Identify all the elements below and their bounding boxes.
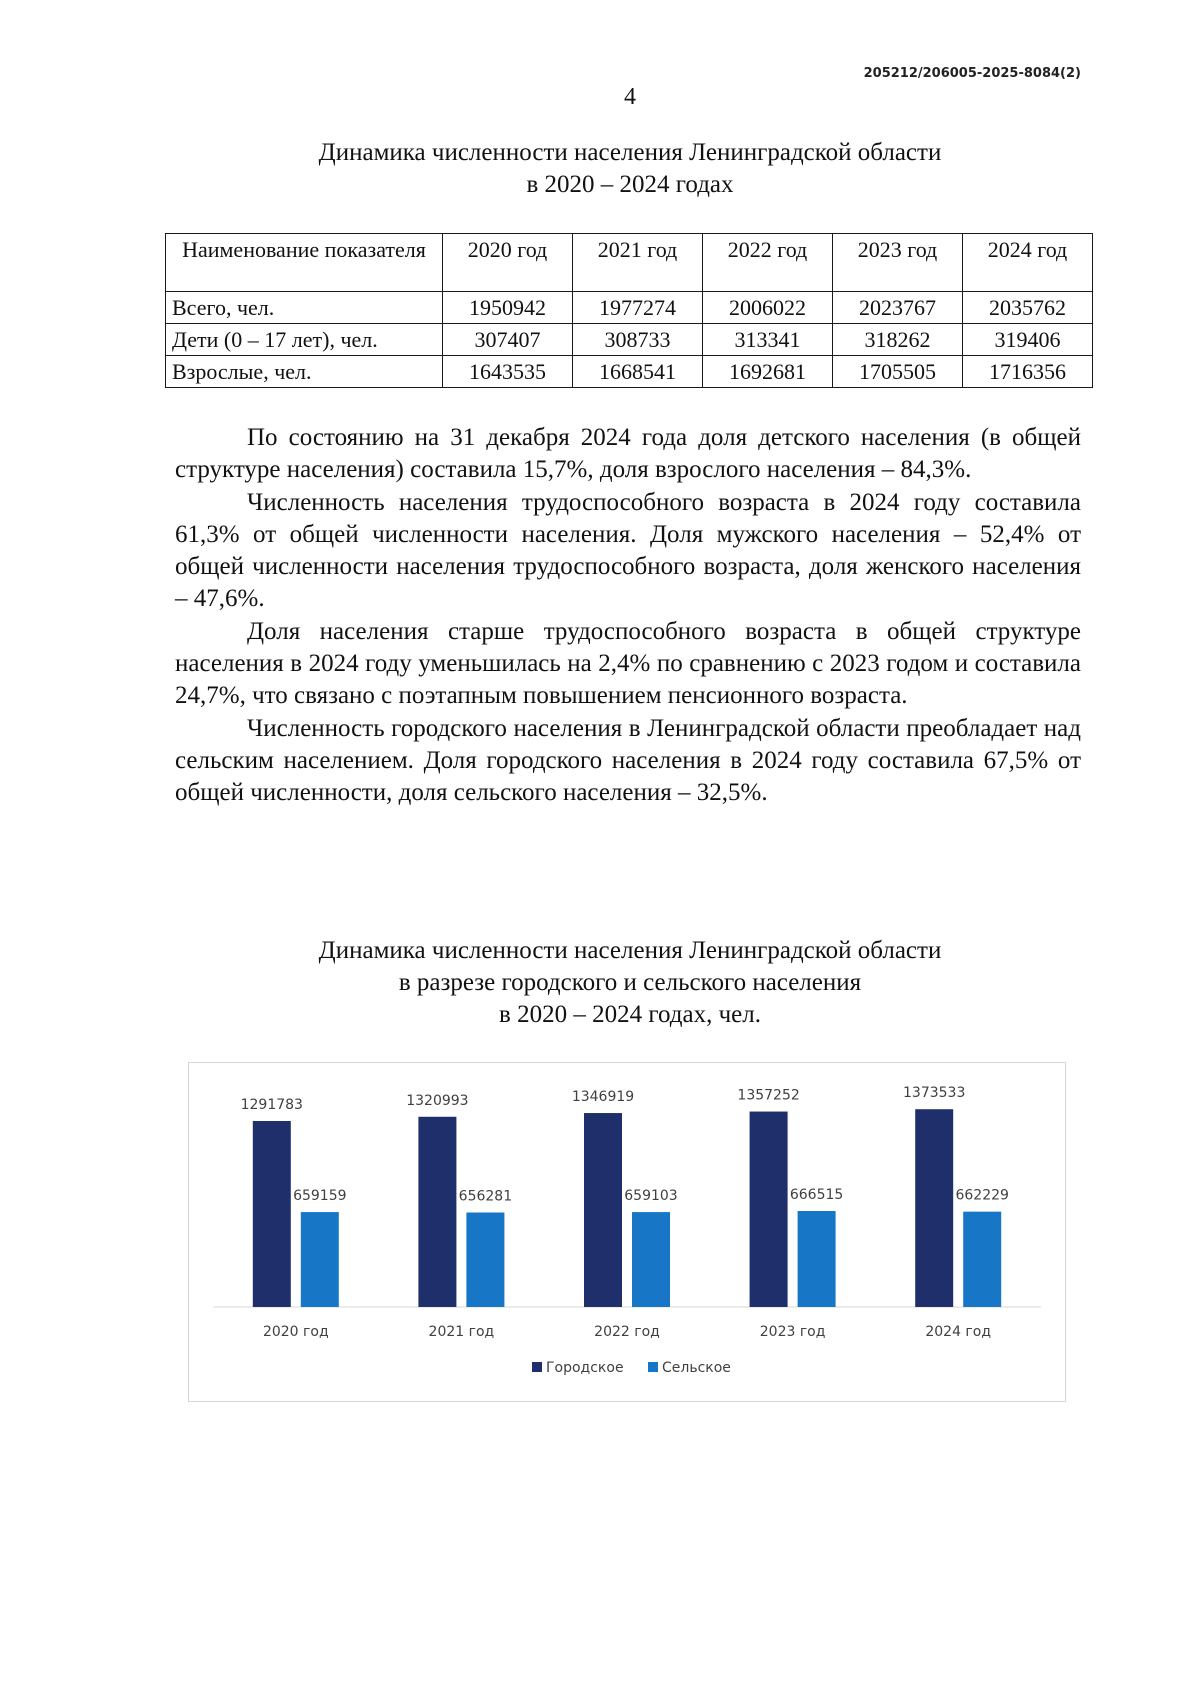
bar-rural [301,1212,339,1307]
header-2020: 2020 год [443,234,573,292]
paragraph-working-age: Численность населения трудоспособного возраста в 2024 году составила 61,3% от общей численности населения. Доля мужского населения – 52,4% от общей численности населения трудоспособного возраста, доля женского населения – 47,6%. [175,488,1081,613]
table-cell: 1643535 [443,356,573,388]
body-text [175,422,1081,810]
data-label: 662229 [955,1187,1009,1204]
x-tick-label: 2023 год [759,1324,826,1340]
table-cell: 319406 [963,324,1093,356]
table-cell: 1692681 [703,356,833,388]
bar-rural [798,1211,836,1307]
data-label: 659159 [293,1188,347,1205]
data-label: 1357252 [737,1087,800,1104]
table-cell: 2035762 [963,292,1093,324]
table-title [0,137,1200,201]
paragraph-retirement-age: Доля населения старше трудоспособного возраста в общей структуре населения в 2024 году уменьшилась на 2,4% по сравнению с 2023 годом и составила 24,7%, что связано с поэтапным повышением пенсионного возраста. [175,617,1081,710]
table-cell: 313341 [703,324,833,356]
x-tick-label: 2022 год [594,1324,660,1340]
chart-title-line-3: в 2020 – 2024 годах, чел. [499,1001,761,1028]
x-tick-label: 2020 год [262,1324,329,1340]
table-row-adults [166,356,1093,388]
table-cell: Дети (0 – 17 лет), чел. [166,324,443,356]
document-registration-number: 205212/206005-2025-8084(2) [863,66,1081,81]
table-cell: 2023767 [833,292,963,324]
data-label: 659103 [624,1188,678,1205]
table-cell: 1668541 [573,356,703,388]
header-2022: 2022 год [703,234,833,292]
legend-swatch-urban [532,1362,542,1372]
chart-title-line-1: Динамика численности населения Ленинградской области [318,937,942,964]
bar-urban [418,1117,456,1307]
header-2023: 2023 год [833,234,963,292]
bar-urban [915,1109,953,1307]
bar-rural [963,1212,1001,1307]
paragraph-urban-rural: Численность городского населения в Ленинградской области преобладает над сельским населением. Доля городского населения в 2024 году составила 67,5% от общей численности, доля сельского населения – 32,5%. [175,714,1081,807]
table-cell: 318262 [833,324,963,356]
legend-label-rural: Сельское [662,1360,731,1376]
table-title-line-1: Динамика численности населения Ленинградской области [318,139,942,166]
paragraph-child-share: По состоянию на 31 декабря 2024 года доля детского населения (в общей структуре населения) составила 15,7%, доля взрослого населения – 84,3%. [175,424,1081,484]
table-cell: 308733 [573,324,703,356]
bar-rural [466,1212,504,1307]
bar-urban [584,1113,622,1307]
table-cell: 1950942 [443,292,573,324]
x-tick-label: 2021 год [428,1324,495,1340]
table-cell: Взрослые, чел. [166,356,443,388]
table-title-line-2: в 2020 – 2024 годах [526,171,734,198]
chart-title-line-2: в разрезе городского и сельского населения [398,969,862,996]
header-2024: 2024 год [963,234,1093,292]
table-cell: 2006022 [703,292,833,324]
table-cell: 1716356 [963,356,1093,388]
table-cell: Всего, чел. [166,292,443,324]
table-cell: 1977274 [573,292,703,324]
data-label: 1320993 [406,1092,469,1109]
bar-rural [632,1212,670,1307]
legend-label-urban: Городское [546,1360,624,1376]
data-label: 1373533 [903,1085,966,1102]
table-row-total [166,292,1093,324]
bar-urban [750,1112,788,1307]
legend-swatch-rural [648,1362,658,1372]
x-tick-label: 2024 год [925,1324,992,1340]
table-cell: 307407 [443,324,573,356]
header-indicator: Наименование показателя [166,234,443,292]
table-cell: 1705505 [833,356,963,388]
data-label: 1346919 [571,1089,635,1106]
table-row-children [166,324,1093,356]
bar-urban [253,1121,291,1307]
chart-title [0,935,1200,1031]
header-2021: 2021 год [573,234,703,292]
population-table [165,233,1093,388]
page-number: 4 [624,84,636,110]
data-label: 1291783 [240,1096,303,1113]
table-header-row [166,234,1093,292]
data-label: 656281 [458,1188,513,1205]
data-label: 666515 [789,1187,844,1204]
chart-frame [188,1062,1066,1402]
population-bar-chart [189,1063,1065,1401]
